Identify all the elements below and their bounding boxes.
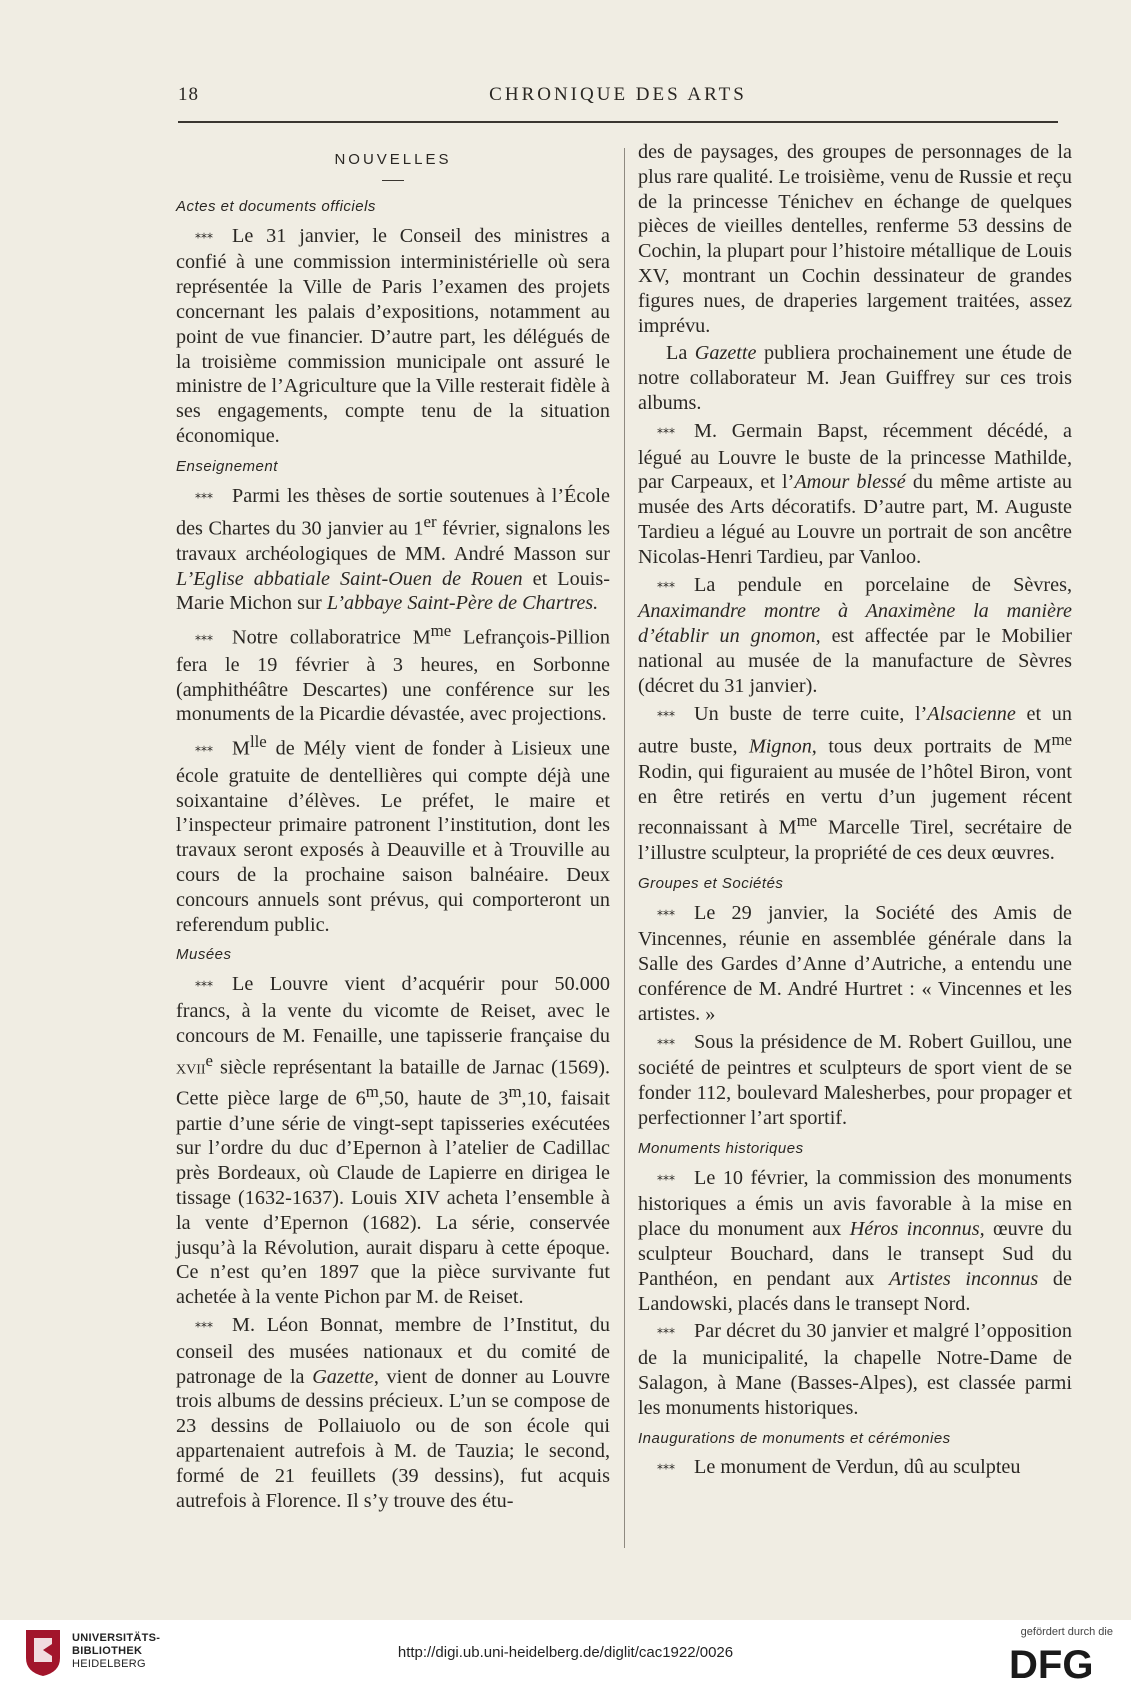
subhead-inaugurations: Inaugurations de monuments et cérémonies (638, 1429, 951, 1447)
paragraph: ⁎⁎⁎ $M^{lle}$ de Mély vient de fonder à Lisieux une école gratuite de dentellières qui compte déjà une soixantaine d’élèves. Le préfet, le maire et l’inspecteur primaire patronent l’institution, dont les travaux seront exposés à Deauville et à Trouville au cours de la prochaine saison balnéaire. Deux concours annuels sont prévus, qui comporteront un referendum public. (176, 732, 610, 936)
footer-bar (0, 1620, 1131, 1694)
paragraph: ⁎⁎⁎ Le 29 janvier, la Société des Amis de Vincennes, réunie en assemblée générale dans la Salle des Gardes d’Anne d’Autriche, a entendu une conférence de M. André Hurtret : « Vincennes et les artistes. » (638, 901, 1072, 1027)
asterism-icon: ⁎⁎⁎ (657, 1032, 675, 1047)
paragraph: La Gazette publiera prochainement une étude de notre collaborateur M. Jean Guiffrey sur ces trois albums. (638, 342, 1072, 414)
asterism-icon: ⁎⁎⁎ (195, 1315, 213, 1330)
asterism-icon: ⁎⁎⁎ (195, 739, 213, 754)
subhead-enseignement: Enseignement (176, 457, 278, 475)
header-rule (178, 121, 1058, 123)
column-divider (624, 148, 625, 1548)
paragraph: ⁎⁎⁎ M. Léon Bonnat, membre de l’Institut, du conseil des musées nationaux et du comité de patronage de la Gazette, vient de donner au Louvre trois albums de dessins précieux. L’un se compose de 23 dessins de Pollaiuolo ou de son école qui appartenaient autrefois à M. de Tauzia; le second, formé de 21 feuillets (39 dessins), fut acquis autrefois à Florence. Il s’y trouve des étu- (176, 1313, 610, 1513)
subhead-monuments: Monuments historiques (638, 1139, 804, 1157)
paragraph: ⁎⁎⁎ Sous la présidence de M. Robert Guillou, une société de peintres et sculpteurs de sport vient de se fonder 112, boulevard Malesherbes, pour propager et perfectionner l’art sportif. (638, 1030, 1072, 1131)
asterism-icon: ⁎⁎⁎ (195, 226, 213, 241)
right-column (638, 140, 1072, 1485)
subhead-actes: Actes et documents officiels (176, 197, 376, 215)
dfg-logo-icon (1009, 1642, 1113, 1684)
paragraph: ⁎⁎⁎ Un buste de terre cuite, l’Alsacienne et un autre buste, Mignon, tous deux portraits de $M^{me}$ Rodin, qui figuraient au musée de l’hôtel Biron, vont en être retirés en vertu d’un jugement récent reconnaissant à $M^{me}$ Marcelle Tirel, secrétaire de l’illustre sculpteur, la propriété de ces deux œuvres. (638, 702, 1072, 866)
subhead-groupes: Groupes et Sociétés (638, 874, 784, 892)
asterism-icon: ⁎⁎⁎ (195, 629, 213, 644)
section-dash (382, 180, 404, 181)
asterism-icon: ⁎⁎⁎ (195, 975, 213, 990)
funded-by-label: gefördert durch die (1020, 1626, 1113, 1638)
paragraph: ⁎⁎⁎ Le 10 février, la commission des monuments historiques a émis un avis favorable à la mise en place du monument aux Héros inconnus, œuvre du sculpteur Bouchard, dans le transept Sud du Panthéon, en pendant aux Artistes inconnus de Landowski, placés dans le transept Nord. (638, 1166, 1072, 1317)
paragraph: des de paysages, des groupes de personnages de la plus rare qualité. Le troisième, venu de Russie et reçu de la princesse Ténichev en échange de quelques pièces de vieilles dentelles, renferme 53 dessins de Cochin, la plupart pour l’histoire métallique de Louis XV, montrant un Cochin dessinateur de grandes figures nues, de draperies largement traitées, assez imprévu. (638, 141, 1072, 337)
asterism-icon: ⁎⁎⁎ (657, 575, 675, 590)
paragraph: ⁎⁎⁎ Le Louvre vient d’acquérir pour 50.000 francs, à la vente du vicomte de Reiset, avec le concours de M. Fenaille, une tapisserie française du xvii$^e$ siècle représentant la bataille de Jarnac (1569). Cette pièce large de 6$^m$,50, haute de 3$^m$,10, faisait partie d’une série de vingt-sept tapisseries exécutées sur l’ordre du duc d’Epernon à l’atelier de Cadillac près Bordeaux, où Claude de Lapierre en dirigea le tissage (1632-1637). Louis XIV acheta l’ensemble à la vente d’Epernon (1682). La série, conservée jusqu’à la Révolution, aurait disparu à cette époque. Ce n’est qu’en 1897 que la pièce survivante fut achetée à la vente Pichon par M. de Reiset. (176, 972, 610, 1310)
source-url-link[interactable]: http://digi.ub.uni-heidelberg.de/diglit/cac1922/0026 (397, 1644, 734, 1661)
page-header (178, 80, 1058, 110)
paragraph: ⁎⁎⁎ Le monument de Verdun, dû au sculpteu (638, 1455, 1072, 1482)
paragraph: ⁎⁎⁎ La pendule en porcelaine de Sèvres, Anaximandre montre à Anaximène la manière d’établir un gnomon, est affectée par le Mobilier national au musée de la manufacture de Sèvres (décret du 31 janvier). (638, 573, 1072, 699)
asterism-icon: ⁎⁎⁎ (657, 1168, 675, 1183)
page-title: CHRONIQUE DES ARTS (489, 84, 747, 105)
asterism-icon: ⁎⁎⁎ (657, 1322, 675, 1337)
paragraph: ⁎⁎⁎ Notre collaboratrice $M^{me}$ Lefrançois-Pillion fera le 19 février à 3 heures, en Sorbonne (amphithéâtre Descartes) une conférence sur les monuments de la Picardie dévastée, avec projections. (176, 621, 610, 726)
asterism-icon: ⁎⁎⁎ (657, 704, 675, 719)
paragraph: ⁎⁎⁎ M. Germain Bapst, récemment décédé, a légué au Louvre le buste de la princesse Mathilde, par Carpeaux, et l’Amour blessé du même artiste au musée des Arts décoratifs. D’autre part, M. Auguste Tardieu a légué au Louvre un portrait de son ancêtre Nicolas-Henri Tardieu, par Vanloo. (638, 419, 1072, 570)
asterism-icon: ⁎⁎⁎ (657, 421, 675, 436)
asterism-icon: ⁎⁎⁎ (195, 486, 213, 501)
asterism-icon: ⁎⁎⁎ (657, 903, 675, 918)
institution-name: UNIVERSITÄTS- BIBLIOTHEK HEIDELBERG (72, 1632, 161, 1670)
section-title: NOUVELLES (334, 151, 452, 168)
page-number: 18 (178, 84, 199, 105)
paragraph: ⁎⁎⁎ Par décret du 30 janvier et malgré l’opposition de la municipalité, la chapelle Notre-Dame de Salagon, à Mane (Basses-Alpes), est classée parmi les monuments historiques. (638, 1319, 1072, 1420)
asterism-icon: ⁎⁎⁎ (657, 1458, 675, 1473)
paragraph: ⁎⁎⁎ Le 31 janvier, le Conseil des ministres a confié à une commission interministérielle où sera représentée la Ville de Paris l’examen des projets concernant les palais d’expositions, notamment au point de vue financier. D’autre part, les délégués de la troisième commission municipale ont assuré le ministre de l’Agriculture que la Ville resterait fidèle à ses engagements, compte tenu de la situation économique. (176, 224, 610, 449)
subhead-musees: Musées (176, 946, 232, 964)
paragraph: ⁎⁎⁎ Parmi les thèses de sortie soutenues à l’École des Chartes du 30 janvier au 1er février, signalons les travaux archéologiques de MM. André Masson sur L’Eglise abbatiale Saint-Ouen de Rouen et Louis-Marie Michon sur L’abbaye Saint-Père de Chartres. (176, 484, 610, 617)
left-column (176, 140, 610, 1516)
dfg-logo-text: DFG (1009, 1643, 1094, 1684)
